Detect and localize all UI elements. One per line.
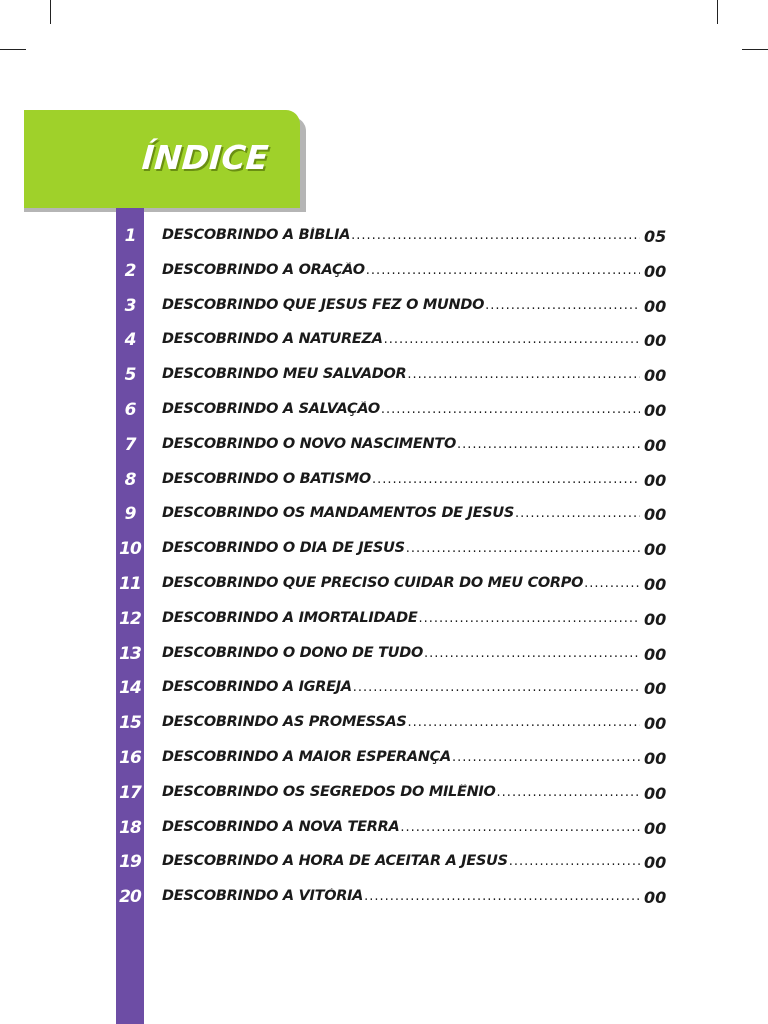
chapter-title-line — [162, 297, 640, 313]
toc-entry[interactable] — [0, 673, 768, 707]
page-number: 00 — [644, 818, 667, 838]
chapter-title-line — [162, 888, 640, 904]
chapter-title: DESCOBRINDO A SALVAÇÃO — [162, 401, 380, 417]
chapter-number: 19 — [119, 852, 141, 873]
chapter-title-line — [162, 436, 640, 452]
dot-leader — [407, 367, 640, 382]
dot-leader — [372, 472, 640, 487]
chapter-title-line — [162, 540, 640, 556]
chapter-title-line — [162, 331, 640, 347]
toc-entry[interactable] — [0, 743, 768, 777]
toc-entry[interactable] — [0, 395, 768, 429]
chapter-number: 18 — [119, 817, 141, 838]
chapter-title: DESCOBRINDO QUE PRECISO CUIDAR DO MEU CORPO — [162, 575, 584, 591]
chapter-title-line — [162, 749, 640, 765]
page-number: 00 — [644, 679, 667, 699]
chapter-number: 15 — [119, 713, 141, 734]
chapter-title-line — [162, 505, 640, 521]
page-number: 00 — [644, 609, 667, 629]
index-banner — [24, 110, 300, 208]
dot-leader — [384, 332, 640, 347]
page-number: 00 — [644, 261, 667, 281]
chapter-title-line — [162, 679, 640, 695]
chapter-title-line — [162, 227, 640, 243]
toc-entry[interactable] — [0, 847, 768, 881]
chapter-title: DESCOBRINDO A ORAÇÃO — [162, 261, 365, 278]
page-number: 00 — [644, 783, 667, 803]
toc-entry[interactable] — [0, 430, 768, 464]
chapter-title: DESCOBRINDO O DONO DE TUDO — [162, 644, 423, 661]
page-number: 00 — [644, 853, 667, 873]
toc-entry[interactable] — [0, 325, 768, 359]
chapter-number: 6 — [124, 400, 136, 420]
page-number: 00 — [644, 714, 667, 734]
chapter-number: 20 — [119, 887, 141, 908]
chapter-title-line — [162, 366, 640, 382]
toc-entry[interactable] — [0, 639, 768, 673]
chapter-number: 8 — [124, 469, 136, 490]
chapter-title: DESCOBRINDO O BATISMO — [162, 470, 371, 487]
chapter-title: DESCOBRINDO A NATUREZA — [162, 331, 383, 348]
chapter-number: 2 — [124, 260, 136, 281]
chapter-number: 11 — [119, 574, 141, 594]
page-number: 00 — [644, 435, 667, 455]
chapter-title: DESCOBRINDO OS MANDAMENTOS DE JESUS — [162, 505, 515, 522]
page-number: 00 — [644, 749, 667, 768]
dot-leader — [497, 785, 640, 800]
chapter-title-line — [162, 714, 640, 730]
chapter-title: DESCOBRINDO AS PROMESSAS — [162, 714, 407, 731]
chapter-title-line — [162, 575, 640, 591]
page-number: 05 — [644, 227, 667, 246]
page-number: 00 — [644, 540, 667, 560]
chapter-title: DESCOBRINDO A NOVA TERRA — [162, 818, 400, 835]
toc-entry[interactable] — [0, 499, 768, 533]
dot-leader — [515, 506, 640, 521]
chapter-title: DESCOBRINDO A IGREJA — [162, 679, 352, 696]
chapter-number: 10 — [119, 539, 141, 560]
toc-entry[interactable] — [0, 256, 768, 290]
chapter-number: 14 — [119, 678, 141, 699]
chapter-number: 1 — [124, 226, 136, 246]
chapter-title-line — [162, 262, 640, 278]
page-number: 00 — [644, 888, 667, 908]
dot-leader — [400, 820, 640, 835]
chapter-title: DESCOBRINDO A VITÓRIA — [162, 888, 364, 905]
chapter-number: 17 — [119, 782, 141, 803]
toc-entry[interactable] — [0, 569, 768, 603]
chapter-title-line — [162, 610, 640, 626]
chapter-title: DESCOBRINDO O DIA DE JESUS — [162, 540, 405, 557]
page-number: 00 — [644, 644, 667, 664]
toc-entry[interactable] — [0, 778, 768, 812]
toc-entry[interactable] — [0, 708, 768, 742]
chapter-title-line — [162, 784, 640, 800]
chapter-number: 12 — [119, 608, 141, 629]
dot-leader — [406, 541, 640, 556]
chapter-title-line — [162, 645, 640, 661]
chapter-title: DESCOBRINDO QUE JESUS FEZ O MUNDO — [162, 296, 485, 313]
chapter-number: 4 — [124, 330, 136, 351]
page-number: 00 — [644, 470, 667, 490]
chapter-title: DESCOBRINDO O NOVO NASCIMENTO — [162, 435, 456, 452]
chapter-number: 5 — [124, 365, 136, 386]
crop-mark-left — [0, 49, 26, 50]
toc-entry[interactable] — [0, 534, 768, 568]
crop-mark-right — [742, 49, 768, 50]
chapter-title-line — [162, 471, 640, 487]
page-number: 00 — [644, 505, 667, 525]
dot-leader — [353, 680, 640, 695]
dot-leader — [509, 854, 640, 869]
page-number: 00 — [644, 575, 667, 594]
dot-leader — [351, 228, 640, 243]
crop-mark-top-left — [50, 0, 51, 24]
toc-entry[interactable] — [0, 221, 768, 255]
dot-leader — [418, 611, 640, 626]
chapter-number: 7 — [124, 434, 136, 455]
page-number: 00 — [644, 366, 667, 386]
chapter-title: DESCOBRINDO A IMORTALIDADE — [162, 609, 418, 626]
chapter-title-line — [162, 819, 640, 835]
crop-mark-top-right — [717, 0, 718, 24]
dot-leader — [584, 576, 640, 591]
chapter-title: DESCOBRINDO OS SEGREDOS DO MILÊNIO — [162, 783, 496, 800]
toc-entry[interactable] — [0, 465, 768, 499]
page-number: 00 — [644, 401, 667, 420]
page-number: 00 — [644, 331, 667, 351]
chapter-number: 13 — [119, 643, 141, 664]
dot-leader — [424, 646, 640, 661]
chapter-number: 9 — [124, 504, 136, 525]
chapter-number: 3 — [124, 295, 136, 316]
dot-leader — [457, 437, 640, 452]
dot-leader — [366, 263, 640, 278]
dot-leader — [381, 402, 640, 417]
toc-entry[interactable] — [0, 291, 768, 325]
chapter-title: DESCOBRINDO A BÍBLIA — [162, 227, 351, 243]
chapter-title-line — [162, 401, 640, 417]
toc-entry[interactable] — [0, 882, 768, 916]
toc-entry[interactable] — [0, 604, 768, 638]
dot-leader — [364, 889, 640, 904]
toc-entry[interactable] — [0, 360, 768, 394]
dot-leader — [452, 750, 640, 765]
chapter-title: DESCOBRINDO A HORA DE ACEITAR A JESUS — [162, 853, 508, 870]
dot-leader — [408, 715, 640, 730]
page-title: ÍNDICE — [140, 138, 270, 177]
chapter-title: DESCOBRINDO MEU SALVADOR — [162, 366, 407, 383]
dot-leader — [485, 298, 640, 313]
chapter-title-line — [162, 853, 640, 869]
chapter-title: DESCOBRINDO A MAIOR ESPERANÇA — [162, 749, 451, 765]
chapter-number: 16 — [119, 748, 141, 768]
page-number: 00 — [644, 296, 667, 316]
toc-entry[interactable] — [0, 813, 768, 847]
